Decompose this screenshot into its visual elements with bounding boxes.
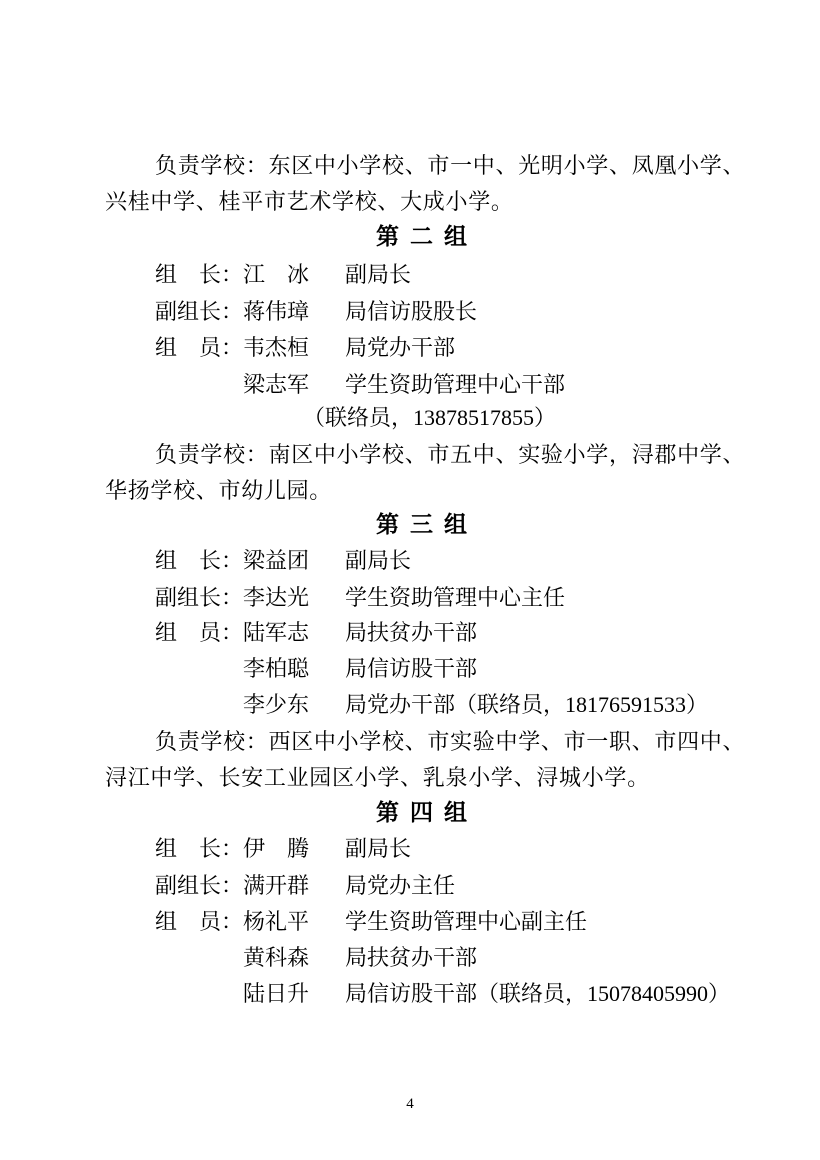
person-name: 黄科森	[243, 945, 310, 970]
person-name: 江 冰	[243, 262, 310, 287]
person-title: 局扶贫办干部	[345, 945, 478, 970]
group3-heading: 第三组	[376, 512, 478, 537]
role-label: 副组长：	[155, 585, 244, 610]
role-label: 组 员：	[155, 909, 244, 934]
person-name: 韦杰桓	[243, 335, 310, 360]
person-title: 局信访股干部	[345, 656, 478, 681]
group4-leader-row	[105, 835, 749, 865]
person-name: 陆日升	[243, 981, 310, 1006]
group3-member1-row	[105, 619, 749, 649]
person-title: 副局长	[345, 836, 412, 861]
group1-schools-line2: 兴桂中学、桂平市艺术学校、大成小学。	[105, 189, 514, 214]
group3-schools-line1: 负责学校：西区中小学校、市实验中学、市一职、市四中、	[155, 729, 746, 754]
role-label: 组 长：	[155, 262, 244, 287]
role-label: 副组长：	[155, 873, 244, 898]
person-name: 梁志军	[243, 372, 310, 397]
person-name: 陆军志	[243, 620, 310, 645]
group4-heading: 第四组	[376, 800, 478, 825]
group2-member2-row	[105, 371, 749, 401]
person-title: 学生资助管理中心主任	[345, 585, 566, 610]
person-title: 局信访股干部（联络员，15078405990）	[345, 981, 731, 1006]
person-name: 蒋伟璋	[243, 299, 310, 324]
person-title: 局信访股股长	[345, 299, 478, 324]
page-number: 4	[406, 1096, 414, 1112]
liaison-note: （联络员，13878517855）	[303, 405, 557, 430]
group4-member1-row	[105, 908, 749, 938]
group3-schools-line2: 浔江中学、长安工业园区小学、乳泉小学、浔城小学。	[105, 765, 650, 790]
group2-leader-row	[105, 261, 749, 291]
person-title: 副局长	[345, 548, 412, 573]
person-name: 李少东	[243, 692, 310, 717]
person-title: 局党办干部（联络员，18176591533）	[345, 692, 709, 717]
group4-member3-row	[105, 980, 749, 1010]
person-title: 局党办主任	[345, 873, 456, 898]
person-title: 学生资助管理中心干部	[345, 372, 566, 397]
person-name: 李柏聪	[243, 656, 310, 681]
person-name: 杨礼平	[243, 909, 310, 934]
group4-deputy-row	[105, 872, 749, 902]
person-name: 李达光	[243, 585, 310, 610]
group2-liaison-row	[105, 404, 749, 434]
person-title: 局党办干部	[345, 335, 456, 360]
person-name: 伊 腾	[243, 836, 310, 861]
person-name: 梁益团	[243, 548, 310, 573]
group4-member2-row	[105, 944, 749, 974]
group3-member2-row	[105, 655, 749, 685]
group2-heading: 第二组	[376, 224, 478, 249]
role-label: 组 长：	[155, 548, 244, 573]
person-title: 学生资助管理中心副主任	[345, 909, 588, 934]
person-name: 满开群	[243, 873, 310, 898]
person-title: 副局长	[345, 262, 412, 287]
group2-member1-row	[105, 334, 749, 364]
group2-deputy-row	[105, 298, 749, 328]
role-label: 副组长：	[155, 299, 244, 324]
role-label: 组 员：	[155, 620, 244, 645]
group2-schools-line2: 华扬学校、市幼儿园。	[105, 478, 333, 503]
group3-deputy-row	[105, 584, 749, 614]
group2-schools-line1: 负责学校：南区中小学校、市五中、实验小学，浔郡中学、	[155, 442, 746, 467]
group1-schools-line1: 负责学校：东区中小学校、市一中、光明小学、凤凰小学、	[155, 153, 746, 178]
group3-member3-row	[105, 691, 749, 721]
role-label: 组 长：	[155, 836, 244, 861]
role-label: 组 员：	[155, 335, 244, 360]
group3-leader-row	[105, 547, 749, 577]
person-title: 局扶贫办干部	[345, 620, 478, 645]
